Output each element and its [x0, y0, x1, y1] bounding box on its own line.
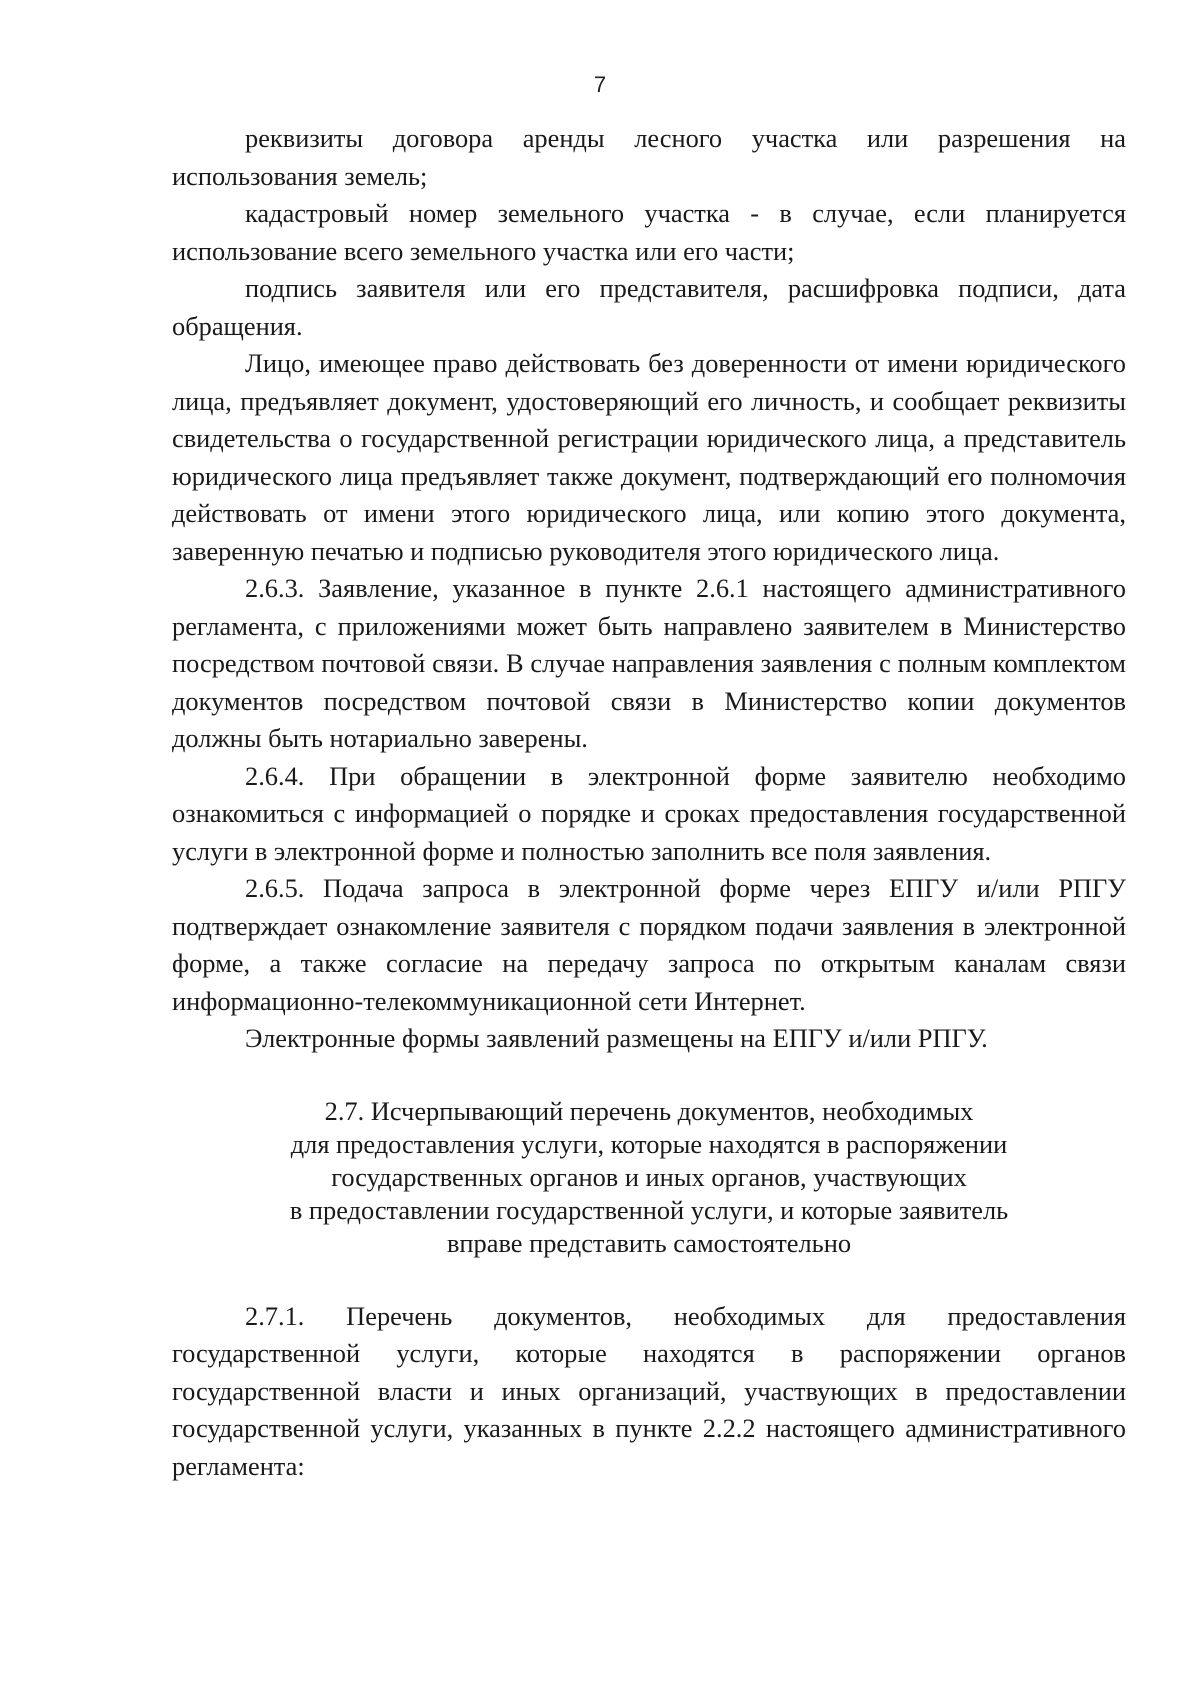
heading-line: государственных органов и иных органов, участвующих	[331, 1161, 967, 1192]
paragraph-lease-details: реквизиты договора аренды лесного участка или разрешения на использования земель;	[172, 123, 1126, 191]
heading-line: в предоставлении государственной услуги, и которые заявитель	[289, 1194, 1009, 1225]
paragraph-signature: подпись заявителя или его представителя, расшифровка подписи, дата обращения.	[172, 273, 1126, 341]
paragraph-electronic-forms: Электронные формы заявлений размещены на ЕПГУ и/или РПГУ.	[245, 1023, 988, 1053]
heading-line: для предоставления услуги, которые находятся в распоряжении	[290, 1128, 1008, 1159]
paragraph-2-6-5: 2.6.5. Подача запроса в электронной форме через ЕПГУ и/или РПГУ подтверждает ознакомление заявителя с порядком подачи заявления в электронной форме, а также согласие на передачу запроса по открытым каналам связи информационно-телекоммуникационной сети Интернет.	[172, 873, 1126, 1016]
paragraph-cadastral-number: кадастровый номер земельного участка - в случае, если планируется использование всего земельного участка или его части;	[172, 198, 1126, 266]
paragraph-2-6-3: 2.6.3. Заявление, указанное в пункте 2.6.1 настоящего административного регламента, с приложениями может быть направлено заявителем в Министерство посредством почтовой связи. В случае направления заявления с полным комплектом документов посредством почтовой связи в Министерство копии документов должны быть нотариально заверены.	[172, 573, 1126, 753]
heading-line: 2.7. Исчерпывающий перечень документов, необходимых	[324, 1095, 974, 1126]
page-number: 7	[593, 72, 607, 97]
paragraph-2-6-4: 2.6.4. При обращении в электронной форме заявителю необходимо ознакомиться с информацией о порядке и сроках предоставления государственной услуги в электронной форме и полностью заполнить все поля заявления.	[172, 760, 1126, 866]
paragraph-legal-entity: Лицо, имеющее право действовать без доверенности от имени юридического лица, предъявляет документ, удостоверяющий его личность, и сообщает реквизиты свидетельства о государственной регистрации юридического лица, а представитель юридического лица предъявляет также документ, подтверждающий его полномочия действовать от имени этого юридического лица, или копию этого документа, заверенную печатью и подписью руководителя этого юридического лица.	[172, 348, 1126, 566]
paragraph-2-7-1: 2.7.1. Перечень документов, необходимых для предоставления государственной услуги, которые находятся в распоряжении органов государственной власти и иных организаций, участвующих в предоставлении государственной услуги, указанных в пункте 2.2.2 настоящего административного регламента:	[172, 1300, 1126, 1481]
document-body	[172, 120, 1126, 1485]
section-heading-2-7	[172, 1095, 1126, 1260]
heading-line: вправе представить самостоятельно	[446, 1227, 852, 1258]
